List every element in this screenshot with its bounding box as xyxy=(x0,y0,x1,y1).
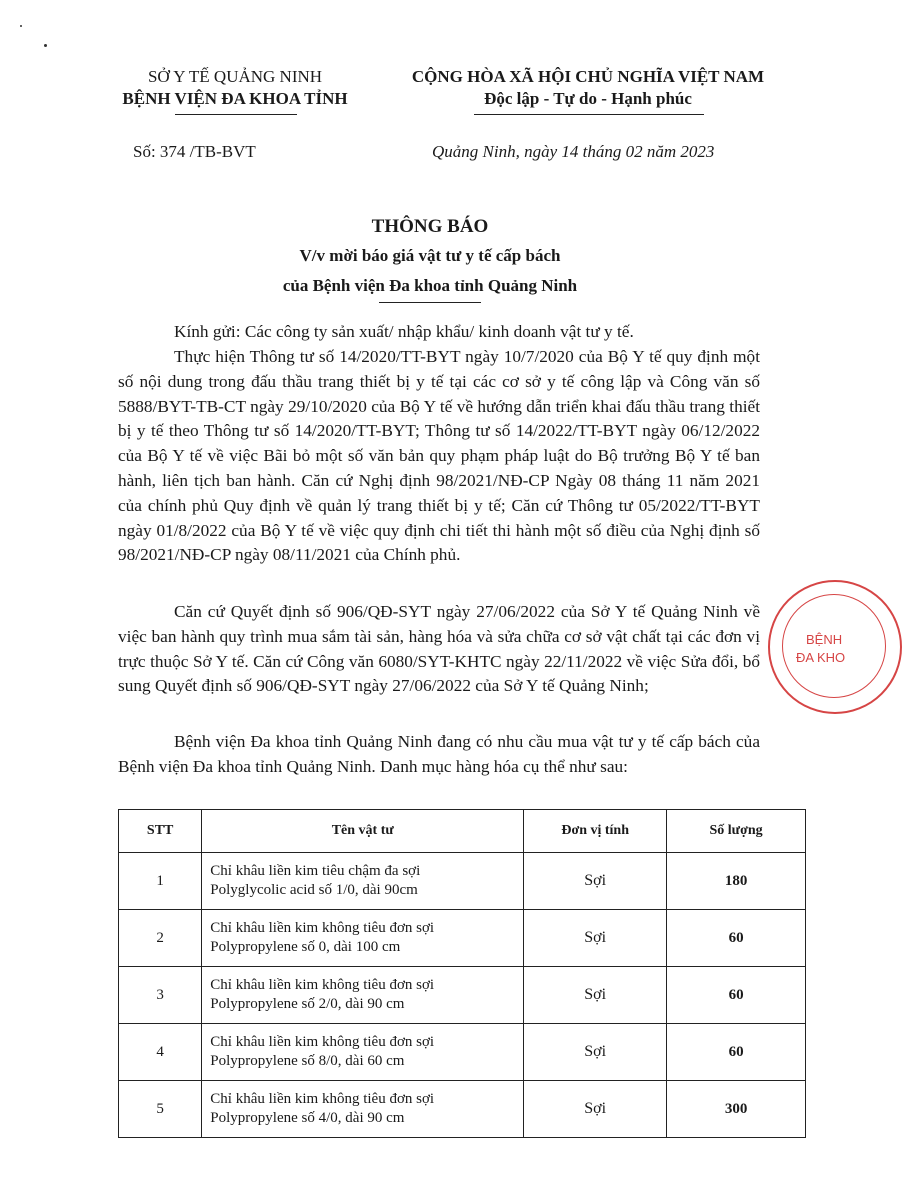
row-stt: 4 xyxy=(119,1024,202,1081)
table-row xyxy=(119,967,806,1024)
row-name xyxy=(202,967,524,1024)
recipient xyxy=(118,320,760,345)
row-name-line-1: Chỉ khâu liền kim không tiêu đơn sợi xyxy=(210,920,435,936)
header-name: Tên vật tư xyxy=(202,810,524,853)
org-parent: SỞ Y TẾ QUẢNG NINH xyxy=(147,67,323,86)
row-qty: 60 xyxy=(667,910,806,967)
row-name xyxy=(202,910,524,967)
header-qty: Số lượng xyxy=(667,810,806,853)
stamp-text-line-1: BỆNH xyxy=(806,632,843,647)
row-stt: 2 xyxy=(119,910,202,967)
place-date: Quảng Ninh, ngày 14 tháng 02 năm 2023 xyxy=(432,142,715,161)
subject-line-2: của Bệnh viện Đa khoa tỉnh Quảng Ninh xyxy=(282,276,578,295)
table-header-row xyxy=(119,810,806,853)
row-name xyxy=(202,853,524,910)
motto-underline xyxy=(474,114,704,115)
stamp-text-line-2: ĐA KHO xyxy=(796,650,846,665)
row-name-line-2: Polypropylene số 0, dài 100 cm xyxy=(210,939,401,955)
row-name-line-1: Chỉ khâu liền kim không tiêu đơn sợi xyxy=(210,977,435,993)
header-stt: STT xyxy=(119,810,202,853)
row-stt: 5 xyxy=(119,1081,202,1138)
table-row xyxy=(119,910,806,967)
country-name: CỘNG HÒA XÃ HỘI CHỦ NGHĨA VIỆT NAM xyxy=(411,67,765,86)
row-qty: 60 xyxy=(667,967,806,1024)
paragraph-1 xyxy=(118,345,760,568)
paragraph-1-text: Thực hiện Thông tư số 14/2020/TT-BYT ngày 10/7/2020 của Bộ Y tế quy định một số nội dung trong đấu thầu trang thiết bị y tế tại các cơ sở y tế công lập và Công văn số 5888/BYT-TB-CT ngày 29/10/2020 của Bộ Y tế về hướng dẫn triển khai đấu thầu trang thiết bị y tế theo Thông tư số 14/2020/TT-BYT; Thông tư số 14/2022/TT-BYT ngày 06/12/2022 của Bộ Y tế về việc Bãi bỏ một số văn bản quy phạm pháp luật do Bộ trưởng Bộ Y tế ban hành, liên tịch ban hành. Căn cứ Nghị định 98/2021/NĐ-CP Ngày 08 tháng 11 năm 2021 của chính phủ Quy định về quản lý trang thiết bị y tế; Căn cứ Thông tư 05/2022/TT-BYT ngày 01/8/2022 của Bộ Y tế về việc quy định chi tiết thi hành một số điều của Nghị định số 98/2021/NĐ-CP ngày 08/11/2021 của Chính phủ. xyxy=(118,347,760,565)
title-underline xyxy=(379,302,481,303)
row-name-line-1: Chỉ khâu liền kim không tiêu đơn sợi xyxy=(210,1034,435,1050)
row-unit: Sợi xyxy=(524,1024,667,1081)
row-stt: 3 xyxy=(119,967,202,1024)
row-name-line-2: Polypropylene số 2/0, dài 90 cm xyxy=(210,996,405,1012)
table-row xyxy=(119,1024,806,1081)
paragraph-2-text: Căn cứ Quyết định số 906/QĐ-SYT ngày 27/06/2022 của Sở Y tế Quảng Ninh về việc ban hành quy trình mua sắm tài sản, hàng hóa và sửa chữa cơ sở vật chất tại các đơn vị trực thuộc Sở Y tế. Căn cứ Công văn 6080/SYT-KHTC ngày 22/11/2022 về việc Sửa đổi, bổ sung Quyết định số 906/QĐ-SYT ngày 27/06/2022 của Sở Y tế Quảng Ninh; xyxy=(118,602,760,696)
scan-speck xyxy=(44,44,47,47)
paragraph-3-text: Bệnh viện Đa khoa tỉnh Quảng Ninh đang có nhu cầu mua vật tư y tế cấp bách của Bệnh viện Đa khoa tỉnh Quảng Ninh. Danh mục hàng hóa cụ thể như sau: xyxy=(118,732,760,776)
row-unit: Sợi xyxy=(524,910,667,967)
org-name: BỆNH VIỆN ĐA KHOA TỈNH xyxy=(122,89,348,108)
row-qty: 300 xyxy=(667,1081,806,1138)
org-underline xyxy=(175,114,297,115)
subject-line-1: V/v mời báo giá vật tư y tế cấp bách xyxy=(299,246,561,265)
row-name xyxy=(202,1081,524,1138)
header-unit: Đơn vị tính xyxy=(524,810,667,853)
recipient-text: Kính gửi: Các công ty sản xuất/ nhập khẩu/ kinh doanh vật tư y tế. xyxy=(174,322,634,341)
document-title: THÔNG BÁO xyxy=(371,216,489,237)
official-stamp xyxy=(768,580,902,714)
row-qty: 180 xyxy=(667,853,806,910)
scan-speck xyxy=(20,25,22,27)
row-name-line-2: Polypropylene số 4/0, dài 90 cm xyxy=(210,1110,405,1126)
document-number: Số: 374 /TB-BVT xyxy=(133,142,256,161)
motto: Độc lập - Tự do - Hạnh phúc xyxy=(484,89,692,108)
row-qty: 60 xyxy=(667,1024,806,1081)
table-row xyxy=(119,853,806,910)
row-unit: Sợi xyxy=(524,853,667,910)
items-table xyxy=(118,809,806,1138)
row-unit: Sợi xyxy=(524,1081,667,1138)
paragraph-3 xyxy=(118,730,760,780)
paragraph-2 xyxy=(118,600,760,699)
row-name-line-1: Chỉ khâu liền kim tiêu chậm đa sợi xyxy=(210,863,421,879)
row-name-line-2: Polyglycolic acid số 1/0, dài 90cm xyxy=(210,882,418,898)
row-stt: 1 xyxy=(119,853,202,910)
row-name-line-1: Chỉ khâu liền kim không tiêu đơn sợi xyxy=(210,1091,435,1107)
row-name-line-2: Polypropylene số 8/0, dài 60 cm xyxy=(210,1053,405,1069)
table-row xyxy=(119,1081,806,1138)
row-name xyxy=(202,1024,524,1081)
row-unit: Sợi xyxy=(524,967,667,1024)
